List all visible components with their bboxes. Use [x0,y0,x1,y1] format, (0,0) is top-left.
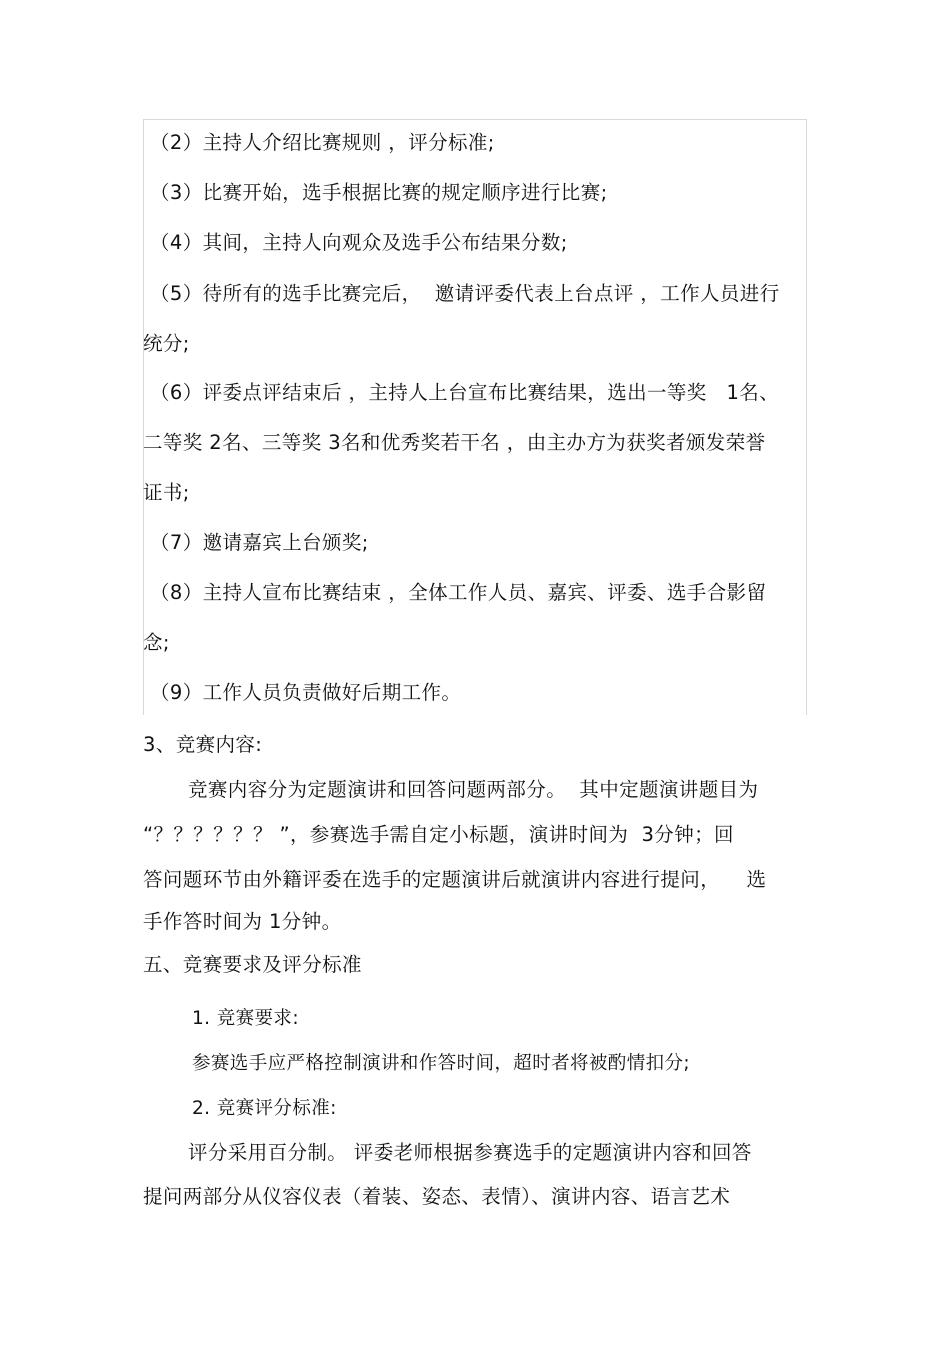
scoring-line-1: 评分采用百分制。 评委老师根据参赛选手的定题演讲内容和回答 [188,1141,752,1164]
step-8-cont: 念; [143,631,170,654]
section-3-line-3: 答问题环节由外籍评委在选手的定题演讲后就演讲内容进行提问， 选 [143,868,767,891]
step-6-cont-1: 二等奖 2名、三等奖 3名和优秀奖若干名 ，由主办方为获奖者颁发荣誉 [143,431,766,454]
scoring-heading: 2. 竞赛评分标准: [192,1098,337,1119]
step-6-cont-2: 证书; [143,481,190,504]
step-6: （6）评委点评结束后 ，主持人上台宣布比赛结果，选出一等奖 1名、 [150,381,780,404]
section-3-heading: 3、竞赛内容: [143,733,263,756]
step-5-cont: 统分; [143,332,190,355]
step-9: （9）工作人员负责做好后期工作。 [150,681,462,704]
step-2: （2）主持人介绍比赛规则 ，评分标准; [150,131,495,154]
procedure-box [143,119,807,715]
step-7: （7）邀请嘉宾上台颁奖; [150,531,369,554]
requirements-heading: 1. 竞赛要求: [192,1008,299,1029]
section-3-line-4: 手作答时间为 1分钟。 [143,910,342,933]
step-3: （3）比赛开始，选手根据比赛的规定顺序进行比赛; [150,181,608,204]
requirements-text: 参赛选手应严格控制演讲和作答时间，超时者将被酌情扣分; [192,1053,691,1074]
section-3-line-2: “？？？？？？ ”，参赛选手需自定小标题，演讲时间为 3分钟；回 [143,823,734,846]
step-4: （4）其间，主持人向观众及选手公布结果分数; [150,231,568,254]
step-8: （8）主持人宣布比赛结束 ，全体工作人员、嘉宾、评委、选手合影留 [150,581,767,604]
section-5-heading: 五、竞赛要求及评分标准 [143,953,362,976]
step-5: （5）待所有的选手比赛完后， 邀请评委代表上台点评 ，工作人员进行 [150,282,780,305]
scoring-line-2: 提问两部分从仪容仪表（着装、姿态、表情）、演讲内容、语言艺术 [143,1185,731,1208]
section-3-line-1: 竞赛内容分为定题演讲和回答问题两部分。 其中定题演讲题目为 [188,778,759,801]
